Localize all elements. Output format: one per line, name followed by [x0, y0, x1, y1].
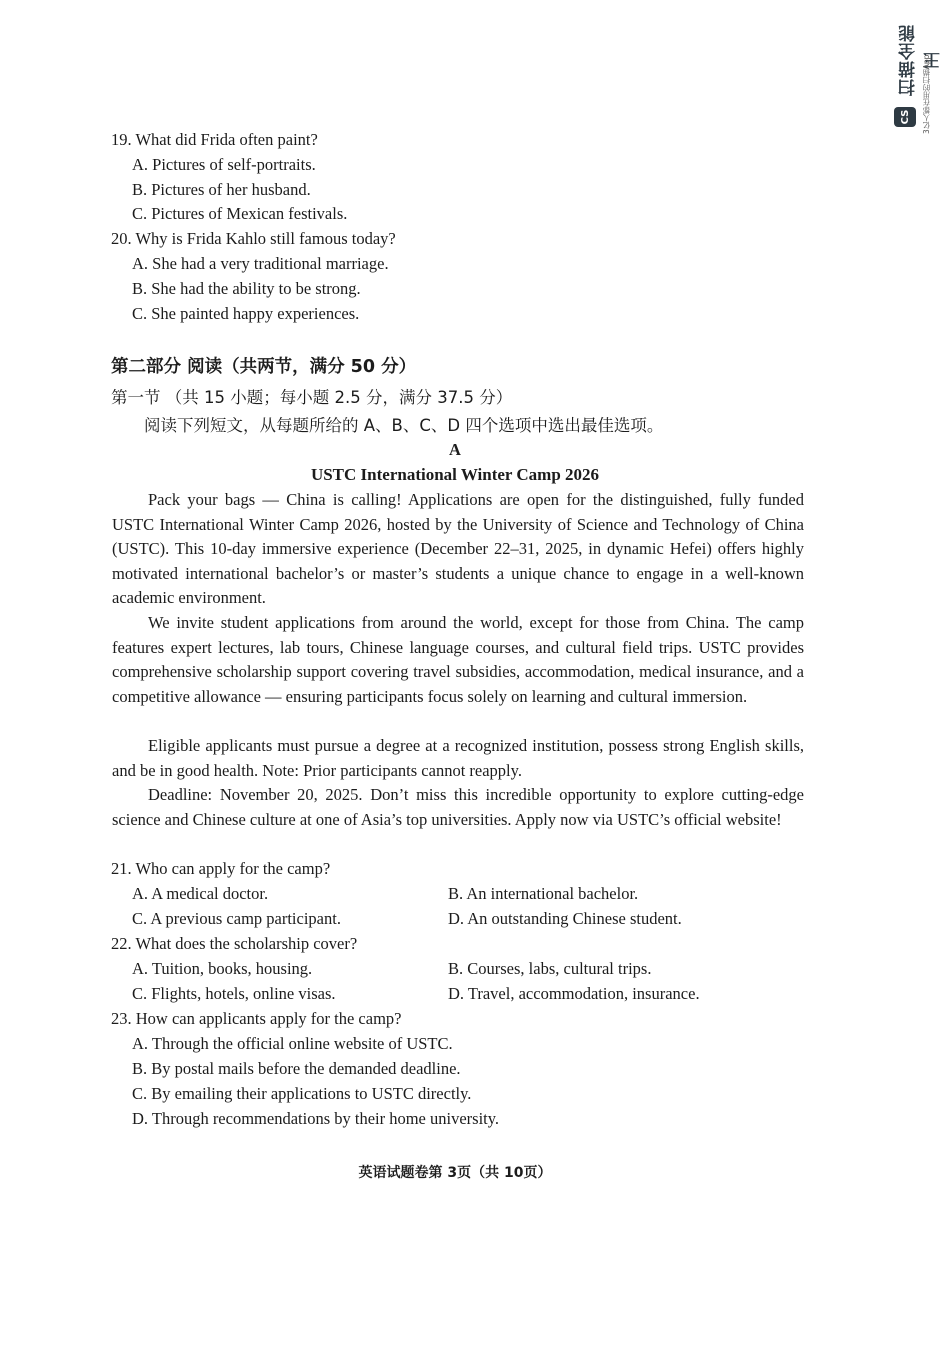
passage-paragraph-4: Deadline: November 20, 2025. Don’t miss this incredible opportunity to explore cutting-edge science and Chinese culture at one of Asia’s top universities. Apply now via USTC’s official website!: [112, 785, 804, 829]
q21-option-b: B. An international bachelor.: [448, 884, 639, 903]
q20-option-a: A. She had a very traditional marriage.: [132, 254, 389, 273]
q23-option-c: C. By emailing their applications to USTC directly.: [132, 1084, 472, 1103]
q19-option-c: C. Pictures of Mexican festivals.: [132, 204, 348, 223]
q21-option-a: A. A medical doctor.: [132, 884, 269, 903]
watermark-name: 扫描全能王: [899, 24, 944, 96]
page-footer: 英语试题卷第 3页（共 10页）: [358, 1165, 552, 1181]
q20-option-c: C. She painted happy experiences.: [132, 304, 360, 323]
q21-option-c: C. A previous camp participant.: [132, 909, 341, 928]
q20-option-b: B. She had the ability to be strong.: [132, 279, 361, 298]
scanner-watermark: [893, 18, 944, 134]
q22-option-a: A. Tuition, books, housing.: [132, 959, 313, 978]
question-23: 23. How can applicants apply for the camp?: [111, 1009, 402, 1028]
question-22: 22. What does the scholarship cover?: [111, 934, 358, 953]
question-20: 20. Why is Frida Kahlo still famous today?: [111, 229, 396, 248]
q19-option-b: B. Pictures of her husband.: [132, 180, 311, 199]
part2-title: 第二部分 阅读（共两节，满分 50 分）: [111, 357, 417, 377]
passage-title: USTC International Winter Camp 2026: [310, 465, 600, 484]
passage-paragraph-1: Pack your bags — China is calling! Applications are open for the distinguished, fully funded USTC International Winter Camp 2026, hosted by the University of Science and Technology of China (USTC). This 10-day immersive experience (December 22–31, 2025, in dynamic Hefei) offers highly motivated international bachelor’s or master’s students a unique chance to engage in a well-known academic environment.: [112, 490, 804, 608]
q19-option-a: A. Pictures of self-portraits.: [132, 155, 316, 174]
section1-heading: 第一节 （共 15 小题；每小题 2.5 分，满分 37.5 分）: [111, 388, 513, 407]
passage-paragraph-2: We invite student applications from around the world, except for those from China. The camp features expert lectures, lab tours, Chinese language courses, and cultural field trips. USTC provides comprehensive scholarship support covering travel subsidies, accommodation, medical insurance, and a competitive allowance — ensuring participants focus solely on learning and cultural immersion.: [112, 613, 804, 706]
reading-instruction: 阅读下列短文，从每题所给的 A、B、C、D 四个选项中选出最佳选项。: [144, 416, 664, 435]
q23-option-b: B. By postal mails before the demanded deadline.: [132, 1059, 461, 1078]
q22-option-d: D. Travel, accommodation, insurance.: [448, 984, 700, 1003]
q21-option-d: D. An outstanding Chinese student.: [448, 909, 682, 928]
q23-option-d: D. Through recommendations by their home university.: [132, 1109, 500, 1128]
watermark-subtitle: 3亿人都在用的扫描App: [922, 54, 931, 134]
question-21: 21. Who can apply for the camp?: [111, 859, 331, 878]
q23-option-a: A. Through the official online website of USTC.: [132, 1034, 453, 1053]
cs-logo-icon: CS: [894, 107, 916, 127]
question-19: 19. What did Frida often paint?: [111, 130, 318, 149]
q22-option-b: B. Courses, labs, cultural trips.: [448, 959, 652, 978]
q22-option-c: C. Flights, hotels, online visas.: [132, 984, 336, 1003]
passage-label: A: [449, 440, 461, 459]
passage-paragraph-3: Eligible applicants must pursue a degree at a recognized institution, possess strong English skills, and be in good health. Note: Prior participants cannot reapply.: [112, 736, 804, 780]
